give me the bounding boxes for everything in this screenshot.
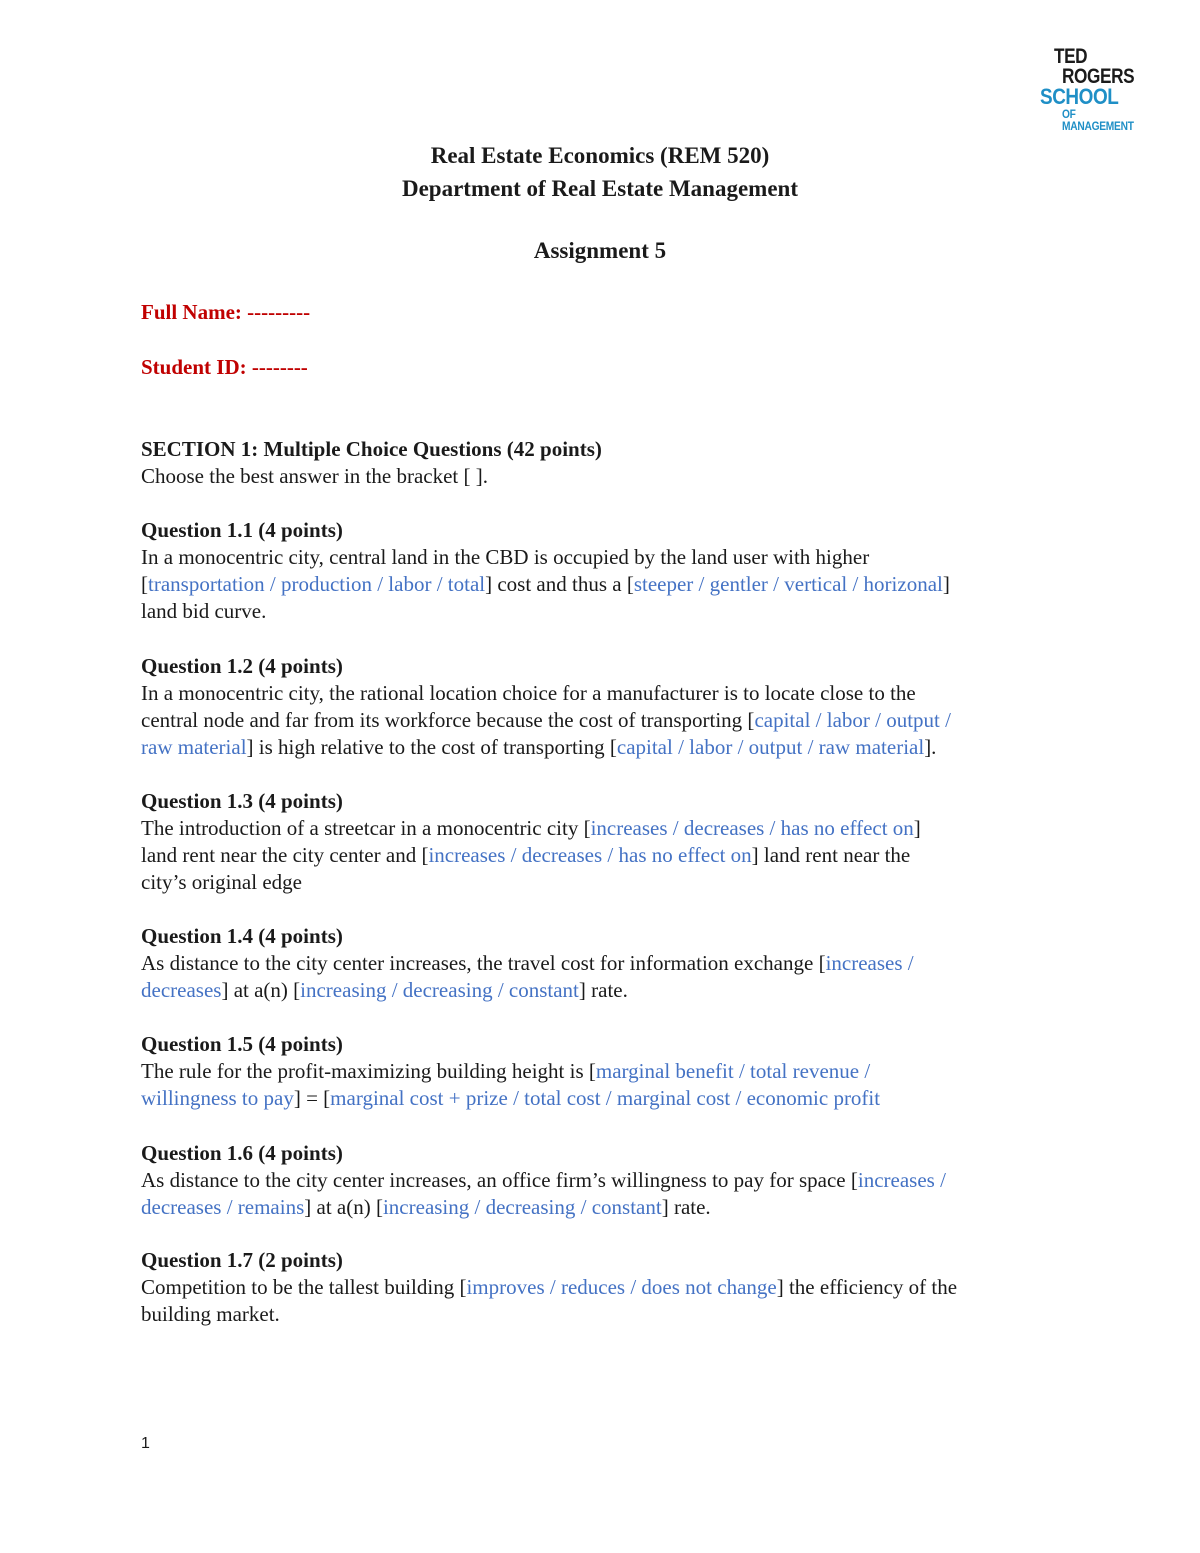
question-text: ] [913,816,921,840]
question-line [141,734,1101,761]
question-text: land bid curve. [141,599,267,623]
full-name-field: Full Name: --------- [141,300,311,324]
question-text: As distance to the city center increases, an office firm’s willingness to pay for space [ [141,1168,858,1192]
answer-options: marginal cost + prize / total cost / marginal cost / economic profit [330,1086,881,1110]
question-title: Question 1.7 (2 points) [141,1248,343,1272]
question-body [141,1058,1101,1112]
page-number: 1 [141,1435,150,1452]
answer-options: transportation / production / labor / total [148,572,486,596]
question-text: ] the efficiency of the [776,1275,958,1299]
question-text: land rent near the city center and [ [141,843,429,867]
question-title: Question 1.2 (4 points) [141,654,343,678]
answer-options: increasing / decreasing / constant [300,978,579,1002]
question-line [141,1085,1101,1112]
question-text: ] rate. [578,978,628,1002]
department-title: Department of Real Estate Management [401,176,798,201]
question-line [141,544,1101,571]
assignment-title: Assignment 5 [533,238,667,263]
logo-line-rogers: ROGERS [1062,65,1135,88]
question-line [141,598,1101,625]
question-title: Question 1.5 (4 points) [141,1032,343,1056]
question-title: Question 1.6 (4 points) [141,1141,343,1165]
question-line [141,571,1101,598]
question-body [141,1167,1101,1221]
logo-line-of-management: OF MANAGEMENT [1062,107,1134,133]
question-text: ] = [ [293,1086,331,1110]
question-text: As distance to the city center increases, the travel cost for information exchange [ [141,951,826,975]
question-body [141,680,1101,761]
question-text: In a monocentric city, central land in the CBD is occupied by the land user with higher [141,545,870,569]
question-text: [ [141,572,148,596]
question-line [141,1301,1101,1328]
section-instruction: Choose the best answer in the bracket [ ]. [141,464,488,488]
question-1-1 [141,517,1101,625]
section-header [141,436,1101,490]
question-line [141,1194,1101,1221]
answer-options: raw material [141,735,247,759]
answer-options: capital / labor / output / [754,708,951,732]
logo-line-school: SCHOOL [1040,84,1119,109]
question-text: city’s original edge [141,870,302,894]
question-text: ] [942,572,950,596]
logo-line-ted: TED [1054,45,1088,68]
question-text: ] at a(n) [ [221,978,301,1002]
question-text: ] at a(n) [ [304,1195,383,1219]
question-1-5 [141,1031,1101,1112]
answer-options: increases / [857,1168,946,1192]
question-line [141,977,1101,1004]
answer-options: improves / reduces / does not change [466,1275,777,1299]
question-body [141,815,1101,896]
question-1-6 [141,1140,1101,1221]
question-body [141,950,1101,1004]
student-id-field: Student ID: -------- [141,355,308,379]
section-title: SECTION 1: Multiple Choice Questions (42 points) [141,437,602,461]
answer-options: increases / [825,951,914,975]
question-text: ] land rent near the [751,843,911,867]
question-text: central node and far from its workforce because the cost of transporting [ [141,708,755,732]
answer-options: decreases / remains [141,1195,305,1219]
answer-options: decreases [141,978,222,1002]
answer-options: increasing / decreasing / constant [382,1195,662,1219]
question-line [141,707,1101,734]
answer-options: increases / decreases / has no effect on [428,843,752,867]
question-1-3 [141,788,1101,896]
question-body [141,544,1101,625]
question-line [141,680,1101,707]
question-1-4 [141,923,1101,1004]
question-text: ] rate. [661,1195,711,1219]
answer-options: willingness to pay [141,1086,294,1110]
question-title: Question 1.1 (4 points) [141,518,343,542]
answer-options: steeper / gentler / vertical / horizonal [633,572,943,596]
question-text: The introduction of a streetcar in a monocentric city [ [141,816,591,840]
question-body [141,1274,1101,1328]
question-text: building market. [141,1302,280,1326]
course-title: Real Estate Economics (REM 520) [430,143,770,168]
question-line [141,1058,1101,1085]
question-text: ] cost and thus a [ [485,572,634,596]
question-1-2 [141,653,1101,761]
question-text: The rule for the profit-maximizing building height is [ [141,1059,596,1083]
question-text: In a monocentric city, the rational location choice for a manufacturer is to locate close to the [141,681,916,705]
question-text: ]. [924,735,937,759]
question-line [141,869,1101,896]
answer-options: increases / decreases / has no effect on [590,816,914,840]
question-line [141,1274,1101,1301]
question-text: ] is high relative to the cost of transporting [ [246,735,617,759]
answer-options: marginal benefit / total revenue / [595,1059,871,1083]
question-title: Question 1.4 (4 points) [141,924,343,948]
question-line [141,815,1101,842]
question-line [141,950,1101,977]
question-line [141,1167,1101,1194]
question-line [141,842,1101,869]
question-text: Competition to be the tallest building [ [141,1275,467,1299]
question-1-7 [141,1247,1101,1328]
answer-options: capital / labor / output / raw material [616,735,925,759]
question-title: Question 1.3 (4 points) [141,789,343,813]
